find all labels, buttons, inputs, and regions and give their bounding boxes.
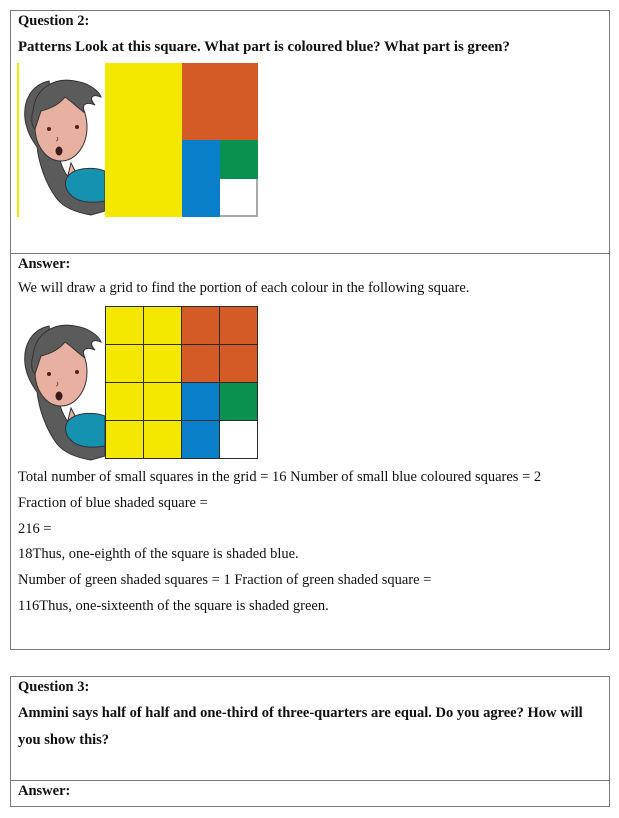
question-3-answer-heading: Answer: [18, 783, 71, 799]
question-3-heading: Question 3: [18, 679, 90, 695]
question-2-heading: Question 2: [18, 13, 90, 29]
answer-line-4: 18Thus, one-eighth of the square is shaded blue. [18, 546, 299, 562]
grid-cell-green [219, 382, 258, 421]
answer-line-3: 216 = [18, 521, 52, 537]
question-2-prompt: Patterns Look at this square. What part is coloured blue? What part is green? [18, 39, 510, 55]
grid-cell-blue [181, 382, 220, 421]
grid-cell-yellow [143, 420, 182, 459]
answer-grid-figure [17, 304, 257, 460]
question-3-box [10, 676, 610, 807]
answer-line-2: Fraction of blue shaded square = [18, 495, 208, 511]
white-sixteenth-region [220, 179, 258, 217]
grid-cell-yellow [105, 344, 144, 383]
grid-cell-orange [219, 344, 258, 383]
grid-cell-orange [181, 306, 220, 345]
grid-cell-yellow [105, 382, 144, 421]
grid-cell-blue [181, 420, 220, 459]
question-figure [17, 63, 257, 218]
question-3-prompt-line-2: you show this? [18, 732, 110, 748]
orange-quarter-region [182, 63, 258, 140]
question-3-prompt-line-1: Ammini says half of half and one-third of three-quarters are equal. Do you agree? How will [18, 705, 583, 721]
yellow-half-region [105, 63, 182, 217]
answer-divider [11, 780, 609, 781]
grid-cell-orange [219, 306, 258, 345]
grid-cell-white [219, 420, 258, 459]
answer-intro: We will draw a grid to find the portion of each colour in the following square. [18, 280, 470, 296]
grid-cell-yellow [105, 420, 144, 459]
girl-illustration-icon [19, 71, 105, 217]
green-sixteenth-region [220, 140, 258, 179]
answer-divider [11, 253, 609, 254]
grid-cell-yellow [143, 344, 182, 383]
girl-illustration-icon [19, 316, 105, 462]
fraction-grid [105, 306, 258, 459]
answer-line-1: Total number of small squares in the grid = 16 Number of small blue coloured squares = 2 [18, 469, 542, 485]
question-2-box [10, 10, 610, 650]
grid-cell-orange [181, 344, 220, 383]
answer-line-6: 116Thus, one-sixteenth of the square is shaded green. [18, 598, 329, 614]
grid-cell-yellow [143, 306, 182, 345]
blue-eighth-region [182, 140, 220, 217]
answer-line-5: Number of green shaded squares = 1 Fraction of green shaded square = [18, 572, 432, 588]
answer-heading: Answer: [18, 256, 71, 272]
grid-cell-yellow [105, 306, 144, 345]
grid-cell-yellow [143, 382, 182, 421]
